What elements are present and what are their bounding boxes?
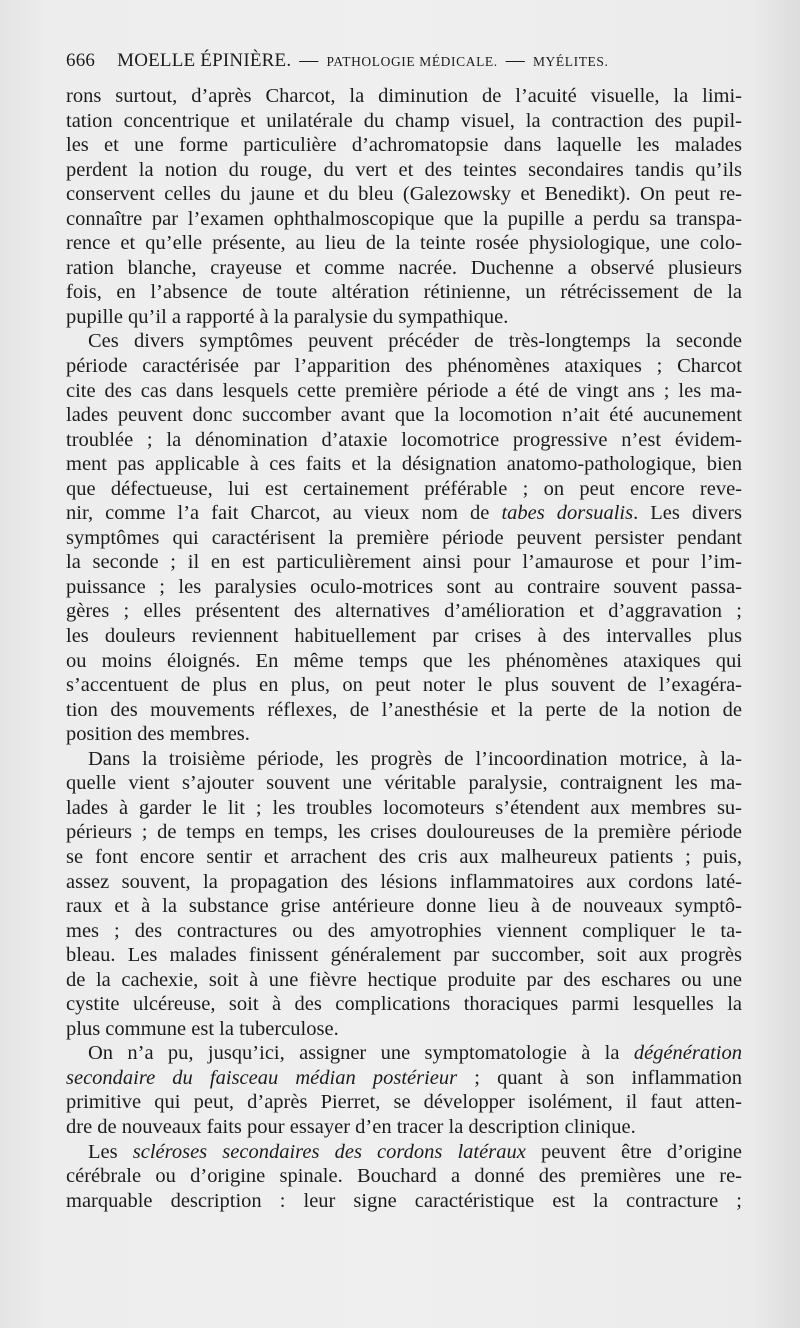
text-line: lades peuvent donc succomber avant que la locomotion n’ait été aucunement bbox=[66, 404, 742, 427]
text-line: tation concentrique et unilatérale du champ visuel, la contraction des pupil- bbox=[66, 109, 742, 132]
paragraph-1 bbox=[66, 84, 742, 329]
text-line: gères ; elles présentent des alternatives d’amélioration et d’aggravation ; bbox=[66, 600, 742, 623]
text-line: connaître par l’examen ophthalmoscopique que la pupille a perdu sa transpa- bbox=[66, 207, 742, 230]
text-line: symptômes qui caractérisent la première période peuvent persister pendant bbox=[66, 526, 742, 549]
text-line: s’accentuent de plus en plus, on peut noter le plus souvent de l’exagéra- bbox=[66, 674, 742, 697]
paragraph-4 bbox=[66, 1041, 742, 1139]
text-line: Ces divers symptômes peuvent précéder de très-longtemps la seconde bbox=[88, 330, 742, 353]
text-line: dre de nouveaux faits pour essayer d’en tracer la description clinique. bbox=[66, 1115, 636, 1138]
text-line: puissance ; les paralysies oculo-motrices sont au contraire souvent passa- bbox=[66, 575, 742, 598]
paragraph-3 bbox=[66, 747, 742, 1042]
text-line: ment pas applicable à ces faits et la désignation anatomo-pathologique, bien bbox=[66, 453, 742, 476]
text-line: troublée ; la dénomination d’ataxie locomotrice progressive n’est évidem- bbox=[66, 428, 742, 451]
text-line: plus commune est la tuberculose. bbox=[66, 1017, 339, 1040]
italic-term: secondaire du faisceau médian postérieur bbox=[66, 1066, 458, 1089]
body-text bbox=[66, 84, 742, 1213]
text-line: Dans la troisième période, les progrès de l’incoordination motrice, à la- bbox=[88, 747, 742, 770]
text-line: raux et à la substance grise antérieure donne lieu à de nouveaux symptô- bbox=[66, 895, 742, 918]
text-line: pupille qu’il a rapporté à la paralysie du sympathique. bbox=[66, 305, 509, 328]
italic-term: scléroses secondaires des cordons latéraux bbox=[132, 1140, 526, 1163]
text-line: périeurs ; de temps en temps, les crises douloureuses de la première période bbox=[66, 821, 742, 844]
text-line: de la cachexie, soit à une fièvre hectique produite par des eschares ou une bbox=[66, 968, 742, 991]
text-line: rons surtout, d’après Charcot, la diminution de l’acuité visuelle, la limi- bbox=[66, 85, 742, 107]
text-line: quelle vient s’ajouter souvent une véritable paralysie, contraignent les ma- bbox=[66, 772, 742, 795]
text-line: se font encore sentir et arrachent des cris aux malheureux patients ; puis, bbox=[66, 845, 742, 868]
text-line: rence et qu’elle présente, au lieu de la teinte rosée physiologique, une colo- bbox=[66, 232, 742, 255]
text-line: que défectueuse, lui est certainement préférable ; on peut encore reve- bbox=[66, 477, 742, 500]
text-line: mes ; des contractures ou des amyotrophies viennent compliquer le ta- bbox=[66, 919, 742, 942]
text-line: conservent celles du jaune et du bleu (Galezowsky et Benedikt). On peut re- bbox=[66, 183, 742, 206]
text-line: la seconde ; il en est particulièrement ainsi pour l’amaurose et pour l’im- bbox=[66, 551, 742, 574]
text-line: primitive qui peut, d’après Pierret, se développer isolément, il faut atten- bbox=[66, 1091, 742, 1114]
text-line: ration blanche, crayeuse et comme nacrée. Duchenne a observé plusieurs bbox=[66, 256, 742, 279]
text-line: les et une forme particulière d’achromatopsie dans laquelle les malades bbox=[66, 134, 742, 157]
text-line: marquable description : leur signe caractéristique est la contracture ; bbox=[66, 1189, 742, 1212]
text-segment: nir, comme l’a fait Charcot, au vieux nom de bbox=[66, 502, 502, 525]
paragraph-5 bbox=[66, 1140, 742, 1214]
page-number: 666 bbox=[66, 50, 96, 71]
text-line: On n’a pu, jusqu’ici, assigner une symptomatologie à la dégénération bbox=[88, 1042, 742, 1065]
running-header bbox=[66, 50, 746, 72]
text-line: secondaire du faisceau médian postérieur ; quant à son inflammation bbox=[66, 1066, 743, 1089]
text-line: les douleurs reviennent habituellement par crises à des intervalles plus bbox=[66, 625, 742, 648]
header-separator-2: — bbox=[505, 50, 525, 71]
header-section: PATHOLOGIE MÉDICALE. bbox=[326, 54, 498, 69]
text-line: cite des cas dans lesquels cette première période a été de vingt ans ; les ma- bbox=[66, 379, 742, 402]
text-line: bleau. Les malades finissent généralement par succomber, soit aux progrès bbox=[66, 944, 742, 967]
text-line: lades à garder le lit ; les troubles locomoteurs s’étendent aux membres su- bbox=[66, 796, 742, 819]
text-line: cérébrale ou d’origine spinale. Bouchard a donné des premières une re- bbox=[66, 1165, 742, 1188]
text-line-with-italic bbox=[66, 501, 742, 526]
text-line: position des membres. bbox=[66, 723, 250, 746]
text-line: période caractérisée par l’apparition des phénomènes ataxiques ; Charcot bbox=[66, 355, 742, 378]
header-subsection: MYÉLITES. bbox=[532, 54, 609, 69]
header-title: MOELLE ÉPINIÈRE. bbox=[117, 50, 292, 71]
text-line: perdent la notion du rouge, du vert et des teintes secondaires tandis qu’ils bbox=[66, 158, 742, 181]
text-segment: . Les divers bbox=[633, 502, 742, 525]
italic-term: tabes dorsualis bbox=[501, 502, 634, 525]
paragraph-2 bbox=[66, 329, 742, 746]
italic-term: dégénération bbox=[633, 1042, 742, 1065]
text-line: assez souvent, la propagation des lésions inflammatoires aux cordons laté- bbox=[66, 870, 742, 893]
header-separator-1: — bbox=[299, 50, 319, 71]
text-line: tion des mouvements réflexes, de l’anesthésie et la perte de la notion de bbox=[66, 698, 742, 721]
text-line: fois, en l’absence de toute altération rétinienne, un rétrécissement de la bbox=[66, 281, 742, 304]
text-line: Les scléroses secondaires des cordons latéraux peuvent être d’origine bbox=[88, 1140, 742, 1163]
text-line: cystite ulcéreuse, soit à des complications thoraciques parmi lesquelles la bbox=[66, 993, 742, 1016]
text-line: ou moins éloignés. En même temps que les phénomènes ataxiques qui bbox=[66, 649, 742, 672]
